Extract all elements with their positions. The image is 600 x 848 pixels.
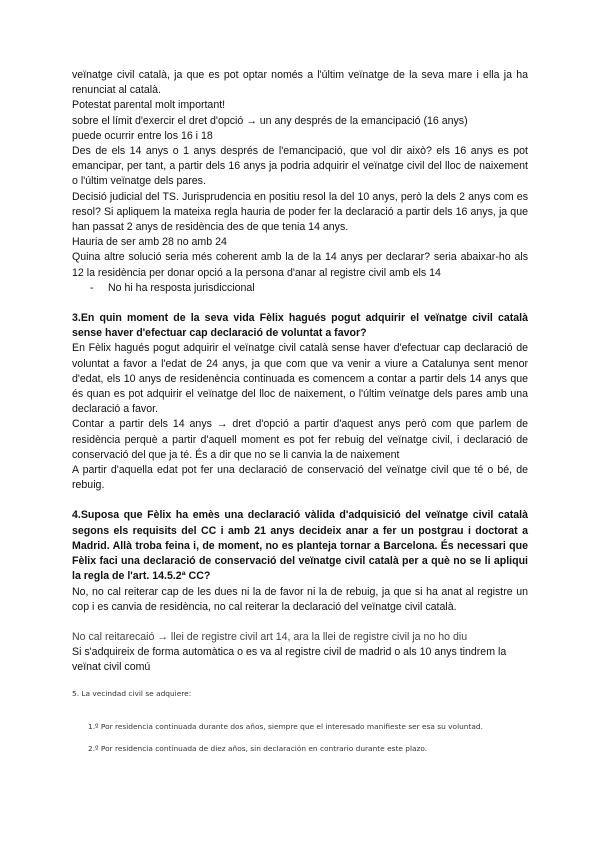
spacer <box>72 699 528 721</box>
answer-3-paragraph-2: Contar a partir dels 14 anys → dret d'opció a partir d'aquest anys però com que parlem de residència perquè a partir d'aquell moment es pot fer rebuig del veïnatge civil, i declaració de conservació del que ja té. És a dir que no se li canvia la de naixement <box>72 418 528 461</box>
dash-icon: - <box>90 281 94 294</box>
intro-paragraph-3: sobre el límit d'exercir el dret d'opció → un any després de la emancipació (16 anys) <box>72 114 468 127</box>
intro-paragraph-6: Decisió judicial del TS. Jurisprudencia en positiu resol la del 10 anys, però la dels 2 anys com es resol? Si apliquem la mateixa regla hauria de poder fer la declaració a partir dels 16 anys, ja que han passat 2 anys de residència des de que tenia 14 anys. <box>72 190 528 234</box>
note-paragraph-2: Si s'adquireix de forma automàtica o es va al registre civil de madrid o als 10 anys tindrem la veïnat civil comú <box>72 646 507 674</box>
legal-quote-item-2: 2.º Por residencia continuada de diez años, sin declaración en contrario durante este plazo. <box>88 743 428 753</box>
spacer <box>72 732 528 743</box>
answer-4-paragraph: No, no cal reiterar cap de les dues ni la de favor ni la de rebuig, ja que si ha anat al registre un cop i es canvia de residència, no cal reiterar la declaració del veïnatge civil català. <box>72 585 528 613</box>
intro-paragraph-7: Hauria de ser amb 28 no amb 24 <box>72 236 227 249</box>
spacer <box>72 493 528 508</box>
note-paragraph-1: No cal reitarecaió → llei de registre civil art 14, ara la llei de registre civil ja no ho diu <box>72 630 468 643</box>
intro-paragraph-5: Des de els 14 anys o 1 anys després de l'emancipació, que vol dir això? els 16 anys es pot emancipar, per tant, a partir dels 16 anys ja podria adquirir el veïnatge civil del lloc de naixement o l'últim veïnatge dels pares. <box>72 145 528 188</box>
question-4-heading: 4.Suposa que Fèlix ha emès una declaració vàlida d'adquisició del veïnatge civil català segons els requisits del CC i amb 21 anys decideix anar a fer un postgrau i doctorat a Madrid. Allà troba feina i, de moment, no es planteja tornar a Barcelona. És necessari que Fèlix faci una declaració de conservació del veïnatge civil català per a què no se li apliqui la regla de l'art. 14.5.2ª CC? <box>72 509 528 583</box>
intro-paragraph-2: Potestat parental molt important! <box>72 99 226 112</box>
legal-quote-heading: 5. La vecindad civil se adquiere: <box>72 688 192 698</box>
spacer <box>72 676 528 688</box>
intro-paragraph-8: Quina altre solució seria més coherent amb la de la 14 anys per declarar? seria abaixar-ho als 12 la residència per donar opció a la persona d'anar al registre civil amb els 14 <box>72 251 528 279</box>
bullet-item-text: No hi ha resposta jurisdiccional <box>108 281 255 294</box>
legal-quote-item-1: 1.º Por residencia continuada durante dos años, siempre que el interesado manifieste ser esa su voluntad. <box>88 721 483 731</box>
intro-paragraph-4: puede ocurrir entre los 16 i 18 <box>72 129 213 142</box>
question-3-heading: 3.En quin moment de la seva vida Fèlix hagués pogut adquirir el veïnatge civil català sense haver d'efectuar cap declaració de voluntat a favor? <box>72 312 528 340</box>
spacer <box>72 615 528 630</box>
answer-3-paragraph-3: A partir d'aquella edat pot fer una declaració de conservació del veïnatge civil que té o bé, de rebuig. <box>72 464 528 492</box>
answer-3-paragraph-1: En Fèlix hagués pogut adquirir el veïnatge civil català sense haver d'efectuar cap declaració de voluntat a favor a l'edat de 24 anys, ja que com que va venir a viure a Catalunya sent menor d'edat, els 10 anys de residenència continuada es comencem a contar a partir dels 14 anys que és quan es pot adquirir el veïnatge del lloc de naixement, o l'últim veïnatge dels pares amb una declaració a favor. <box>72 342 528 416</box>
bullet-item <box>90 281 528 296</box>
spacer <box>72 296 528 311</box>
intro-paragraph-1: veïnatge civil català, ja que es pot optar només a l'últim veïnatge de la seva mare i ella ja ha renunciat al català. <box>72 69 528 97</box>
